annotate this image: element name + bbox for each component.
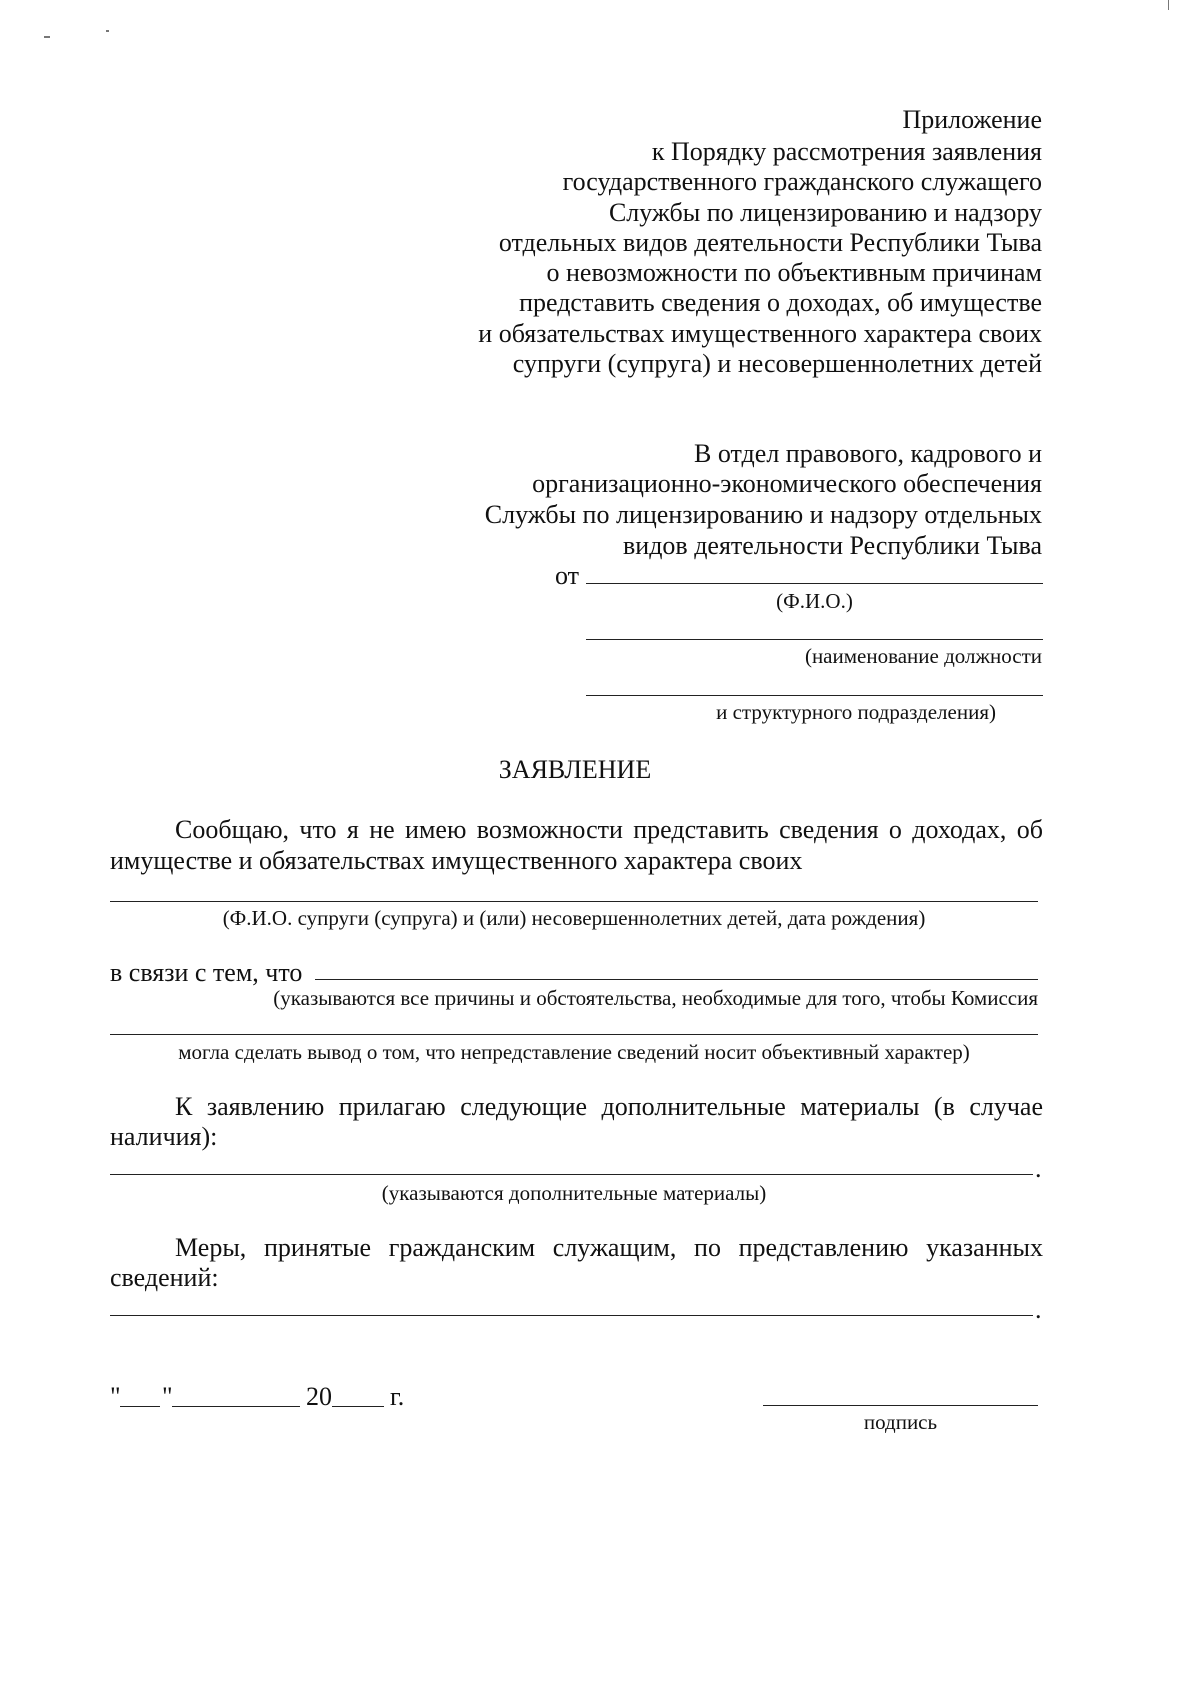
measures-field-line[interactable] — [110, 1315, 1033, 1316]
materials-period: . — [1035, 1154, 1042, 1183]
appendix-line: супруги (супруга) и несовершеннолетних детей — [512, 349, 1042, 378]
appendix-line: Приложение — [902, 105, 1042, 134]
scan-speck — [44, 36, 50, 38]
appendix-line: представить сведения о доходах, об имуществе — [519, 288, 1042, 317]
addressee-line: организационно-экономического обеспечения — [532, 469, 1042, 498]
relatives-field-line[interactable] — [110, 901, 1038, 902]
year-prefix: 20 — [306, 1382, 332, 1411]
position-field-line[interactable] — [586, 639, 1043, 640]
scan-speck — [106, 30, 109, 32]
relatives-caption: (Ф.И.О. супруги (супруга) и (или) несовершеннолетних детей, дата рождения) — [222, 906, 926, 930]
appendix-line: государственного гражданского служащего — [562, 167, 1042, 196]
date-quote-open: " — [110, 1382, 121, 1411]
year-field-line[interactable] — [332, 1406, 384, 1407]
document-title: ЗАЯВЛЕНИЕ — [498, 755, 652, 784]
materials-line-2: наличия): — [110, 1122, 218, 1151]
division-caption: и структурного подразделения) — [716, 700, 996, 724]
materials-line-1: К заявлению прилагаю следующие дополнительные материалы (в случае — [175, 1092, 1043, 1121]
materials-field-line[interactable] — [110, 1174, 1033, 1175]
appendix-line: отдельных видов деятельности Республики Тыва — [498, 228, 1042, 257]
measures-period: . — [1035, 1295, 1042, 1324]
addressee-line: В отдел правового, кадрового и — [694, 439, 1042, 468]
signature-field-line[interactable] — [763, 1405, 1038, 1406]
reason-field-line-2[interactable] — [110, 1034, 1038, 1035]
date-quote-close: " — [162, 1382, 173, 1411]
month-field-line[interactable] — [172, 1406, 300, 1407]
appendix-line: о невозможности по объективным причинам — [546, 258, 1042, 287]
reason-label: в связи с тем, что — [110, 958, 303, 987]
division-field-line[interactable] — [586, 695, 1043, 696]
materials-caption: (указываются дополнительные материалы) — [381, 1181, 767, 1205]
addressee-line: Службы по лицензированию и надзору отдельных — [484, 500, 1042, 529]
scan-edge-mark — [1168, 0, 1169, 10]
position-caption: (наименование должности — [804, 644, 1042, 668]
statement-line-2: имуществе и обязательствах имущественного характера своих — [110, 846, 803, 875]
from-label: от — [555, 561, 580, 590]
statement-line-1: Сообщаю, что я не имею возможности представить сведения о доходах, об — [175, 815, 1043, 844]
appendix-line: Службы по лицензированию и надзору — [608, 198, 1042, 227]
appendix-line: и обязательствах имущественного характера своих — [478, 319, 1042, 348]
reason-caption-2: могла сделать вывод о том, что непредставление сведений носит объективный характер) — [178, 1040, 970, 1064]
addressee-line: видов деятельности Республики Тыва — [623, 531, 1042, 560]
appendix-line: к Порядку рассмотрения заявления — [651, 137, 1042, 166]
day-field-line[interactable] — [120, 1406, 160, 1407]
fio-caption: (Ф.И.О.) — [776, 589, 853, 613]
reason-caption-1: (указываются все причины и обстоятельства, необходимые для того, чтобы Комиссия — [273, 986, 1038, 1010]
measures-line-1: Меры, принятые гражданским служащим, по представлению указанных — [175, 1233, 1043, 1262]
reason-field-line-1[interactable] — [315, 979, 1038, 980]
fio-field-line[interactable] — [586, 583, 1043, 584]
year-suffix: г. — [390, 1382, 405, 1411]
signature-caption: подпись — [863, 1410, 938, 1434]
measures-line-2: сведений: — [110, 1263, 219, 1292]
